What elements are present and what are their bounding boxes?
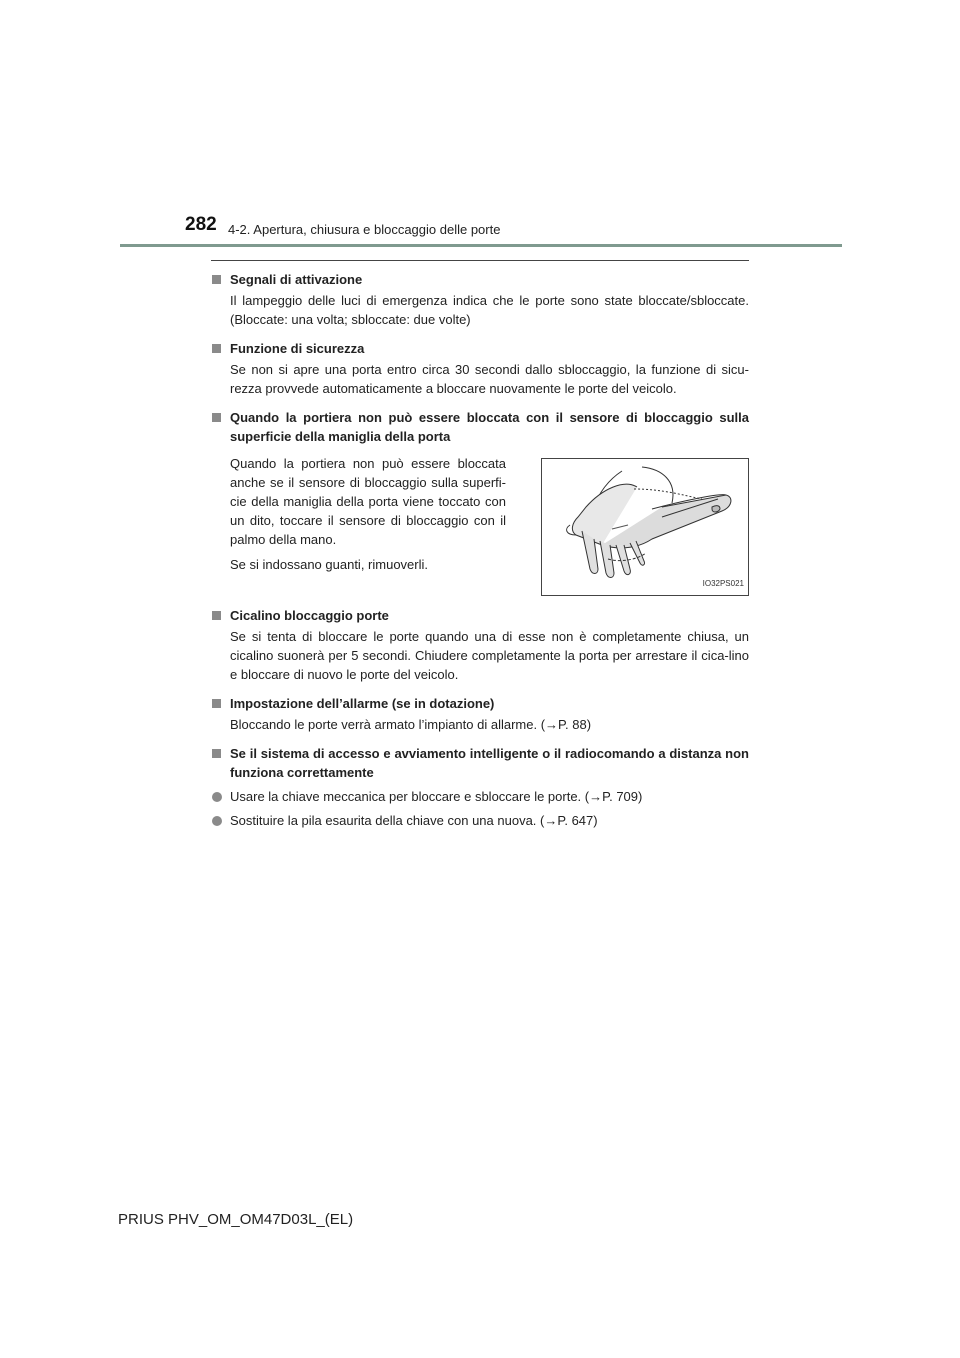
section-heading: Impostazione dell’allarme (se in dotazione)	[211, 694, 749, 713]
hand-on-door-handle-illustration	[541, 458, 749, 596]
text-with-figure	[211, 454, 749, 596]
section-heading: Cicalino bloccaggio porte	[211, 606, 749, 625]
circle-bullet-icon	[212, 792, 222, 802]
section-heading: Quando la portiera non può essere bloccata con il sensore di bloccaggio sulla superficie della maniglia della porta	[211, 408, 749, 446]
list-item: Sostituire la pila esaurita della chiave con una nuova. (→P. 647)	[211, 811, 749, 830]
section-body: Bloccando le porte verrà armato l’impianto di allarme. (→P. 88)	[230, 717, 592, 732]
footer-document-code: PRIUS PHV_OM_OM47D03L_(EL)	[118, 1211, 354, 1228]
figure-code: IO32PS021	[702, 579, 744, 588]
section-body: Quando la portiera non può essere bloccata anche se il sensore di bloccaggio sulla superfi-cie della maniglia della porta viene toccato con un dito, toccare il sensore di bloccaggio con il palmo della mano. Se si indossano guanti, rimuoverli.	[230, 456, 506, 572]
section-body: Se non si apre una porta entro circa 30 secondi dallo sbloccaggio, la funzione di sicu-rezza provvede automaticamente a bloccare nuovamente le porte del veicolo.	[230, 362, 749, 396]
content-divider	[211, 260, 749, 261]
list-item: Usare la chiave meccanica per bloccare e sbloccare le porte. (→P. 709)	[211, 787, 749, 806]
square-bullet-icon	[212, 611, 221, 620]
square-bullet-icon	[212, 275, 221, 284]
square-bullet-icon	[212, 699, 221, 708]
section-body: Se si tenta di bloccare le porte quando una di esse non è completamente chiusa, un cicalino suonerà per 5 secondi. Chiudere completamente la porta per arrestare il cica-lino e bloccare di nuovo le porte del veicolo.	[230, 629, 749, 682]
page-number: 282	[185, 214, 217, 235]
square-bullet-icon	[212, 413, 221, 422]
page-content	[211, 266, 749, 830]
section-heading: Funzione di sicurezza	[211, 339, 749, 358]
circle-bullet-icon	[212, 816, 222, 826]
section-body: Il lampeggio delle luci di emergenza indica che le porte sono state bloccate/sbloccate. (Bloccate: una volta; sbloccate: due volte)	[230, 293, 749, 327]
section-title: 4-2. Apertura, chiusura e bloccaggio delle porte	[228, 222, 501, 237]
section-heading: Segnali di attivazione	[211, 270, 749, 289]
header-divider	[120, 244, 842, 247]
square-bullet-icon	[212, 749, 221, 758]
square-bullet-icon	[212, 344, 221, 353]
section-heading: Se il sistema di accesso e avviamento intelligente o il radiocomando a distanza non funziona correttamente	[211, 744, 749, 782]
